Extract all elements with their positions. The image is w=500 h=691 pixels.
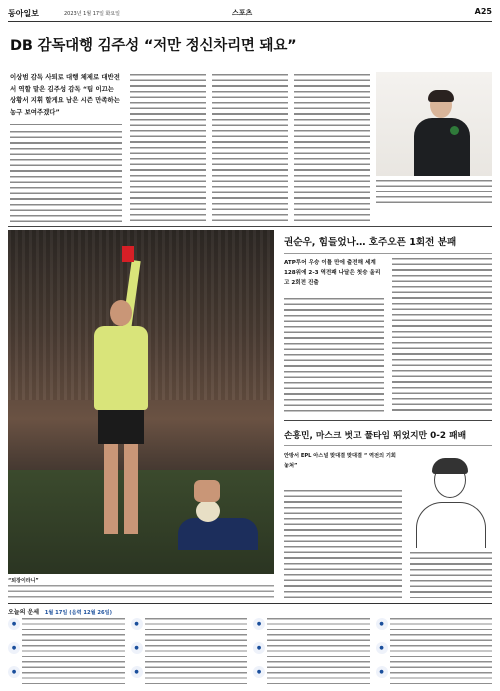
zodiac-icon: ●: [253, 666, 265, 678]
zodiac-icon: ●: [253, 618, 265, 630]
red-card: [122, 246, 134, 262]
story1-body-col-1: [10, 131, 122, 223]
story3-top-rule: [284, 420, 492, 421]
story2-body-col-2: [392, 258, 492, 414]
story1-body-col-3: [212, 74, 288, 223]
zodiac-icon: ●: [8, 666, 20, 678]
photo-caption-lead: “퇴장이라니”: [8, 578, 39, 584]
page-number: A25: [474, 7, 492, 16]
zodiac-icon: ●: [376, 618, 388, 630]
team-badge-icon: [450, 126, 459, 135]
referee-red-card-icon: [86, 300, 156, 550]
horoscope-header: [8, 607, 492, 616]
story2-deck: ATP투어 우승 이틀 만에 출전해 세계 128위에 2-3 역전패 나달은 첫승 올리고 2회전 진출: [284, 260, 381, 286]
zodiac-icon: ●: [131, 642, 143, 654]
story2-headline: 권순우, 힘들었나… 호주오픈 1회전 분패: [284, 237, 457, 248]
issue-date: 2023년 1월 17일 화요일: [64, 11, 121, 17]
horoscope-column: [131, 618, 248, 688]
zodiac-icon: ●: [253, 642, 265, 654]
section-rule: [8, 226, 492, 227]
story3-body-col-2: [410, 552, 492, 598]
zodiac-icon: ●: [8, 642, 20, 654]
section-name: 스포츠: [232, 9, 253, 17]
zodiac-icon: ●: [8, 618, 20, 630]
horoscope-title: 오늘의 운세: [8, 609, 40, 616]
horoscope-column: [253, 618, 370, 688]
story3-deck: 안방서 EPL 아스널 맞대결 맞대결 “ 역전의 기회 놓쳐”: [284, 453, 396, 469]
kneeling-player: [174, 480, 260, 550]
horoscope-date: 1월 17일 (음력 12월 26일): [44, 610, 113, 616]
story3-body-col-1: [284, 490, 402, 598]
person-portrait-icon: [376, 72, 492, 176]
match-photo: [8, 230, 274, 574]
top-rule: [8, 21, 492, 22]
masthead: [8, 6, 492, 20]
story1-deck: 이상범 감독 사퇴로 대행 체제로 대반전서 역할 맡은 김주성 감독 “팀 이끄는 상황서 지휘 할게요 남은 시즌 만족하는 농구 보여주겠다”: [10, 73, 120, 116]
story1-body-col-2: [130, 74, 206, 223]
horoscope-column: [8, 618, 125, 688]
horoscope-grid: [8, 618, 492, 688]
photo-caption: [8, 578, 274, 600]
horoscope-column: [376, 618, 493, 688]
story2-rule: [284, 253, 492, 254]
zodiac-icon: ●: [376, 666, 388, 678]
story3-headline: 손흥민, 마스크 벗고 풀타임 뛰었지만 0-2 패배: [284, 431, 467, 441]
zodiac-icon: ●: [131, 666, 143, 678]
deck-rule: [10, 124, 122, 125]
story1-headline: DB 감독대행 김주성 “저만 정신차리면 돼요”: [10, 38, 297, 54]
story3-rule: [284, 445, 492, 446]
story2-body-col-1: [284, 298, 384, 414]
bottom-rule: [8, 603, 492, 604]
newspaper-logo: 동아일보: [8, 9, 39, 18]
portrait-caption: [376, 180, 492, 206]
pencil-sketch-portrait-icon: [412, 454, 490, 548]
zodiac-icon: ●: [376, 642, 388, 654]
zodiac-icon: ●: [131, 618, 143, 630]
story1-body-col-4: [294, 74, 370, 223]
